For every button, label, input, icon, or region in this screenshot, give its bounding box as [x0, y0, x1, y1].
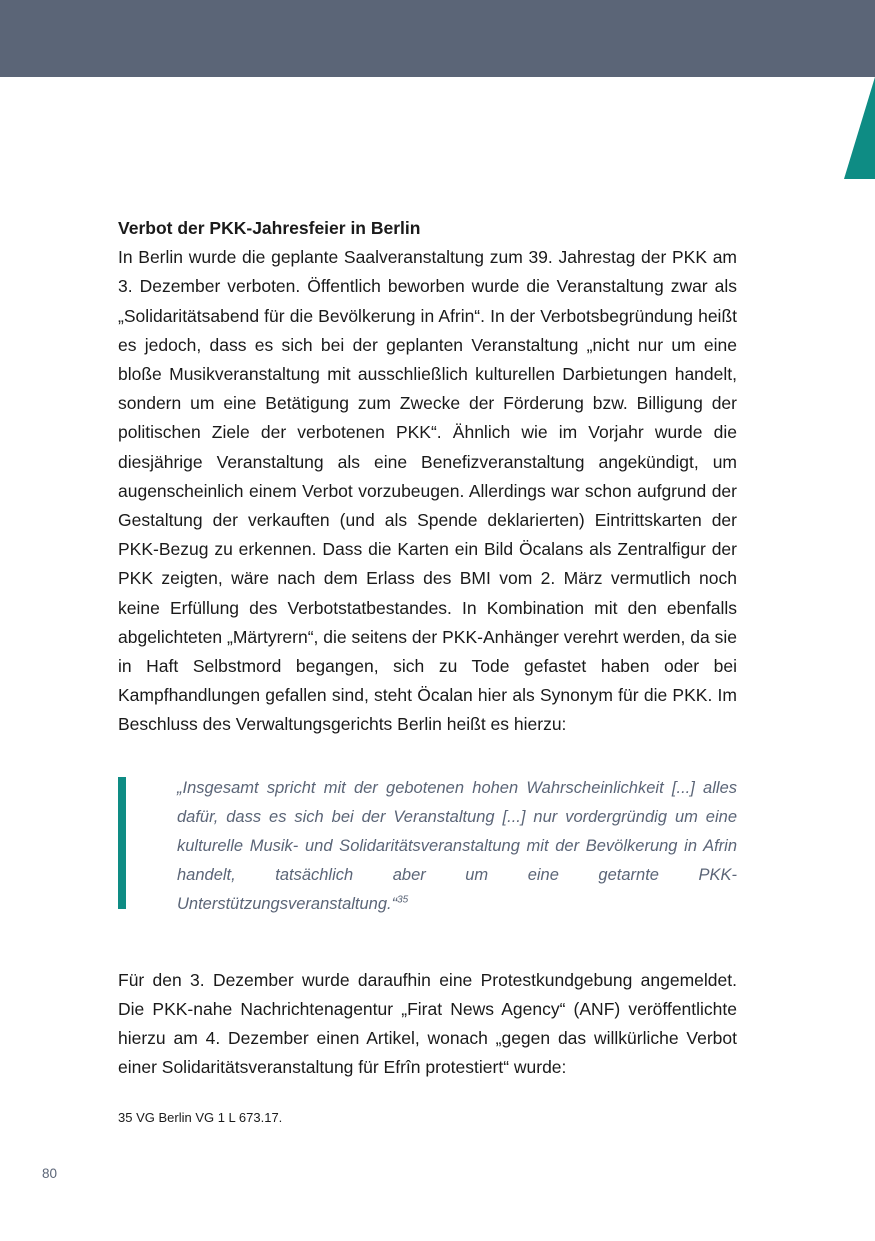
section-heading: Verbot der PKK-Jahresfeier in Berlin: [118, 218, 421, 238]
quote-body: „Insgesamt spricht mit der gebotenen hohen Wahrscheinlichkeit [...] alles dafür, dass es sich bei der Veranstaltung [...] nur vordergründig um eine kulturelle Musik- und Solidaritätsveranstaltung mit der Bevölkerung in Afrin handelt, tatsächlich aber um eine getarnte PKK-Unterstützungsveranstaltung.“: [177, 778, 737, 913]
quote-bar: [118, 777, 126, 909]
body-paragraph-1: In Berlin wurde die geplante Saalveranstaltung zum 39. Jahrestag der PKK am 3. Dezember verboten. Öffentlich beworben wurde die Veranstaltung zwar als „Solidaritätsabend für die Bevölkerung in Afrin“. In der Verbotsbegründung heißt es jedoch, dass es sich bei der geplanten Veranstaltung „nicht nur um eine bloße Musikveranstaltung mit ausschließlich kulturellen Darbietungen handelt, sondern um eine Betätigung zum Zwecke der Förderung bzw. Billigung der politischen Ziele der verbotenen PKK“. Ähnlich wie im Vorjahr wurde die diesjährige Veranstaltung als eine Benefizveranstaltung angekündigt, um augenscheinlich einem Verbot vorzubeugen. Allerdings war schon aufgrund der Gestaltung der verkauften (und als Spende deklarierten) Eintrittskarten der PKK-Bezug zu erkennen. Dass die Karten ein Bild Öcalans als Zentralfigur der PKK zeigten, wäre nach dem Erlass des BMI vom 2. März vermutlich noch keine Erfüllung des Verbotstatbestandes. In Kombination mit den ebenfalls abgelichteten „Märtyrern“, die seitens der PKK-Anhänger verehrt werden, da sie in Haft Selbstmord begangen, sich zu Tode gefastet haben oder bei Kampfhandlungen gefallen sind, steht Öcalan hier als Synonym für die PKK. Im Beschluss des Verwaltungsgerichts Berlin heißt es hierzu:: [118, 247, 737, 735]
footnote-reference[interactable]: 35: [397, 894, 409, 906]
header-bar: [0, 0, 875, 77]
block-quote: [118, 774, 737, 919]
page-number: 80: [42, 1166, 58, 1181]
main-content: [118, 214, 737, 1082]
body-paragraph-2: Für den 3. Dezember wurde daraufhin eine Protestkundgebung angemeldet. Die PKK-nahe Nachrichtenagentur „Firat News Agency“ (ANF) veröffentlichte hierzu am 4. Dezember einen Artikel, wonach „gegen das willkürliche Verbot einer Solidaritätsveranstaltung für Efrîn protestiert“ wurde:: [118, 969, 737, 1078]
corner-accent-tab: [844, 77, 875, 179]
quote-text: [177, 774, 737, 919]
footnote: 35 VG Berlin VG 1 L 673.17.: [118, 1110, 283, 1125]
